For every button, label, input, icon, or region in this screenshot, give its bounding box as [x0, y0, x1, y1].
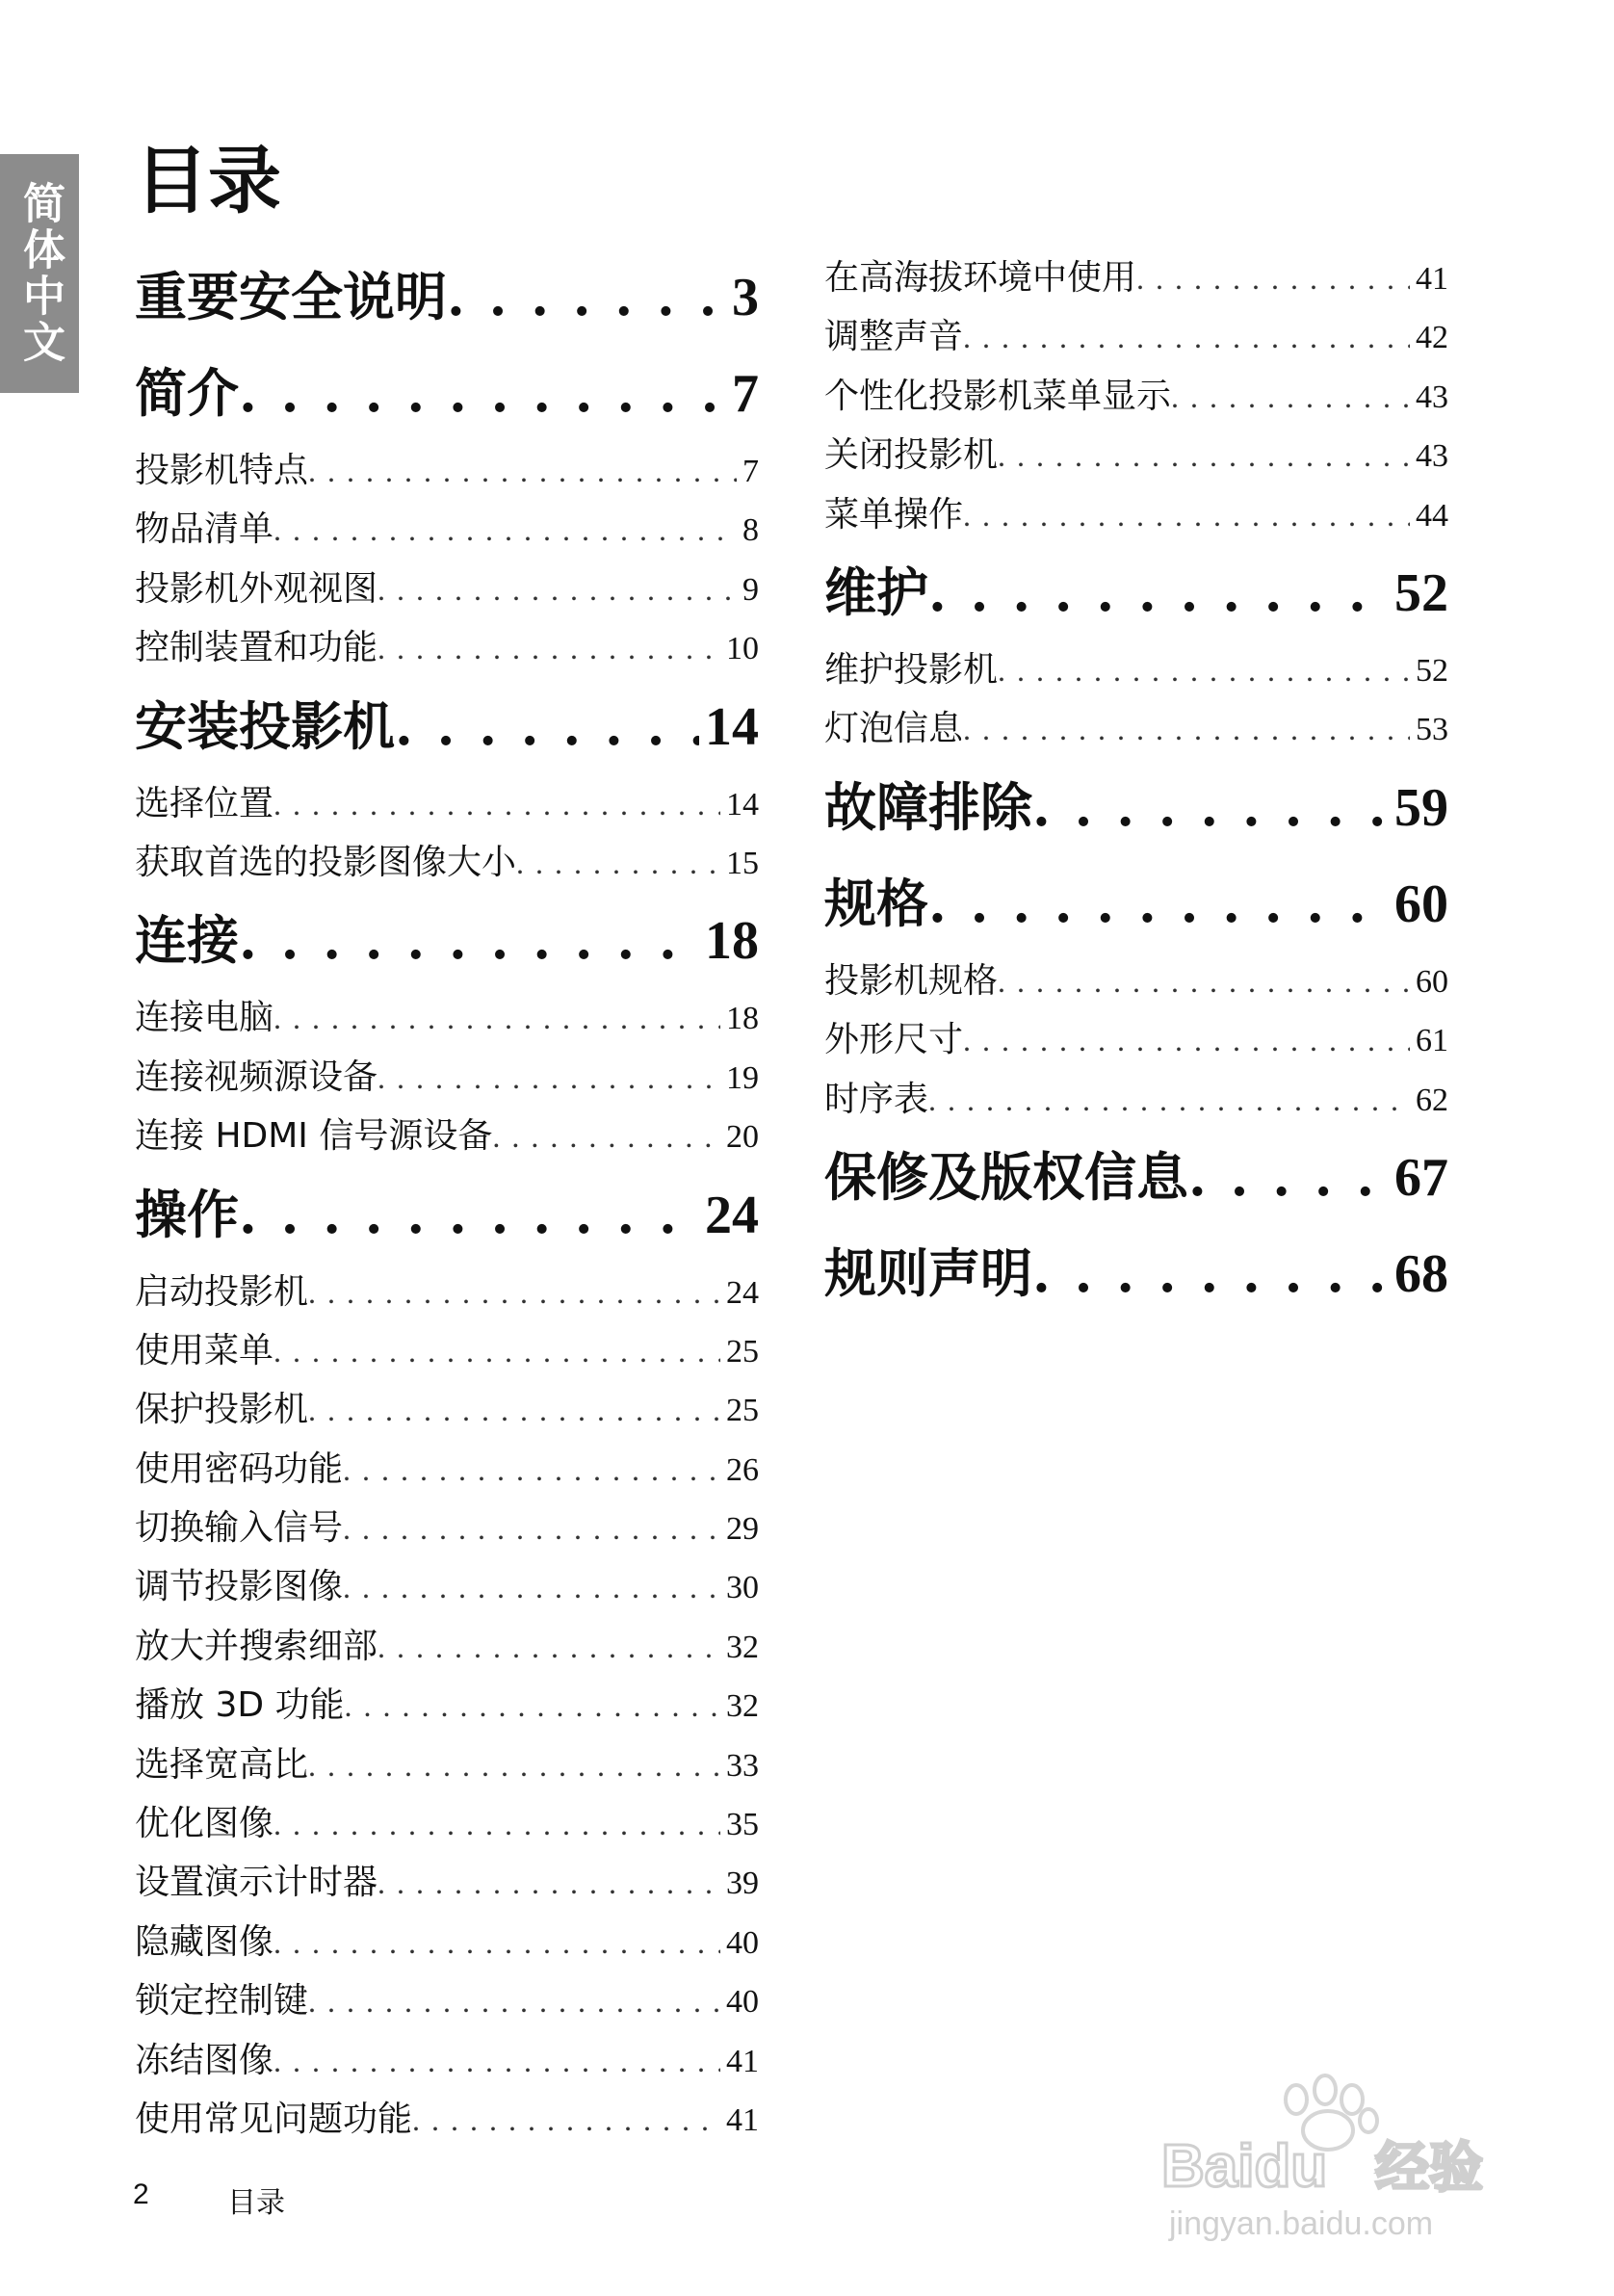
toc-leader-dots	[273, 775, 720, 833]
toc-entry-label: 灯泡信息	[824, 709, 964, 749]
toc-section-entry[interactable]	[135, 1853, 759, 1912]
toc-leader-dots	[343, 1500, 720, 1557]
toc-entry-label: 使用密码功能	[135, 1448, 344, 1489]
toc-entry-label: 启动投影机	[135, 1271, 309, 1312]
toc-leader-dots	[239, 1166, 699, 1263]
toc-entry-label: 保修及版权信息	[824, 1146, 1188, 1208]
toc-chapter-entry[interactable]	[135, 248, 759, 345]
toc-chapter-entry[interactable]	[824, 855, 1448, 952]
toc-section-entry[interactable]	[135, 2031, 759, 2090]
toc-entry-page: 42	[1416, 320, 1448, 356]
toc-leader-dots	[963, 1011, 1410, 1069]
toc-entry-page: 61	[1416, 1023, 1448, 1059]
toc-leader-dots	[308, 442, 737, 500]
toc-section-entry[interactable]	[135, 1557, 759, 1616]
toc-section-entry[interactable]	[824, 248, 1448, 307]
toc-entry-label: 冻结图像	[135, 2040, 274, 2080]
toc-entry-label: 选择宽高比	[135, 1744, 309, 1785]
toc-entry-page: 14	[726, 786, 759, 822]
toc-section-entry[interactable]	[135, 1107, 759, 1165]
toc-entry-label: 使用常见问题功能	[135, 2099, 413, 2139]
toc-section-entry[interactable]	[135, 1380, 759, 1439]
toc-entry-label: 规格	[824, 873, 928, 934]
toc-entry-label: 播放 3D 功能	[135, 1685, 345, 1726]
language-side-tab	[0, 154, 79, 393]
toc-chapter-entry[interactable]	[824, 1225, 1448, 1321]
toc-entry-label: 简介	[135, 363, 239, 424]
toc-entry-label: 保护投影机	[135, 1390, 309, 1430]
toc-entry-label: 隐藏图像	[135, 1921, 274, 1962]
toc-section-entry[interactable]	[135, 1321, 759, 1380]
toc-section-entry[interactable]	[135, 2090, 759, 2149]
watermark-brand: Baidu	[1161, 2133, 1328, 2200]
toc-leader-dots	[516, 834, 720, 892]
toc-section-entry[interactable]	[824, 640, 1448, 699]
toc-leader-dots	[308, 1736, 720, 1794]
footer-section-label: 目录	[227, 2186, 285, 2220]
toc-section-entry[interactable]	[824, 485, 1448, 544]
toc-chapter-entry[interactable]	[135, 892, 759, 988]
toc-leader-dots	[273, 989, 720, 1047]
toc-entry-page: 41	[1416, 261, 1448, 297]
toc-leader-dots	[928, 855, 1389, 952]
toc-entry-page: 24	[726, 1274, 759, 1311]
toc-section-entry[interactable]	[135, 1048, 759, 1107]
toc-entry-page: 26	[726, 1451, 759, 1488]
toc-entry-label: 维护	[824, 561, 928, 623]
toc-leader-dots	[345, 1677, 720, 1735]
toc-entry-page: 62	[1416, 1082, 1448, 1118]
toc-leader-dots	[377, 561, 737, 618]
toc-leader-dots	[377, 1049, 720, 1107]
toc-entry-label: 投影机外观视图	[135, 568, 378, 609]
toc-left-column	[135, 248, 759, 2149]
toc-section-entry[interactable]	[135, 1794, 759, 1853]
toc-leader-dots	[239, 345, 726, 441]
toc-entry-page: 18	[705, 911, 759, 972]
toc-section-entry[interactable]	[824, 426, 1448, 484]
toc-leader-dots	[377, 619, 720, 677]
toc-section-entry[interactable]	[135, 560, 759, 618]
toc-leader-dots	[377, 1618, 720, 1676]
toc-leader-dots	[447, 248, 726, 345]
baidu-jingyan-watermark	[1152, 2061, 1518, 2244]
toc-entry-page: 14	[705, 696, 759, 757]
toc-leader-dots	[963, 700, 1410, 758]
toc-leader-dots	[273, 1914, 720, 1971]
toc-leader-dots	[273, 501, 737, 559]
toc-entry-label: 控制装置和功能	[135, 628, 378, 668]
toc-leader-dots	[343, 1558, 720, 1616]
toc-entry-page: 53	[1416, 712, 1448, 748]
toc-section-entry[interactable]	[135, 833, 759, 892]
toc-entry-page: 40	[726, 1924, 759, 1961]
toc-entry-page: 8	[742, 512, 759, 549]
toc-section-entry[interactable]	[135, 441, 759, 500]
toc-entry-label: 在高海拔环境中使用	[824, 258, 1137, 298]
watermark-product: 经验	[1375, 2137, 1483, 2200]
toc-entry-page: 19	[726, 1059, 759, 1096]
toc-entry-page: 43	[1416, 438, 1448, 475]
toc-section-entry[interactable]	[135, 1971, 759, 2030]
toc-chapter-entry[interactable]	[135, 345, 759, 441]
toc-entry-page: 44	[1416, 497, 1448, 534]
toc-entry-label: 调整声音	[824, 317, 964, 357]
toc-section-entry[interactable]	[135, 1913, 759, 1971]
toc-leader-dots	[928, 1071, 1410, 1129]
toc-entry-page: 29	[726, 1511, 759, 1548]
toc-entry-label: 安装投影机	[135, 695, 395, 757]
watermark-url: jingyan.baidu.com	[1169, 2205, 1434, 2242]
toc-leader-dots	[998, 641, 1410, 699]
toc-entry-page: 3	[732, 268, 759, 327]
toc-entry-page: 52	[1416, 652, 1448, 689]
toc-section-entry[interactable]	[135, 1735, 759, 1794]
page-title: 目录	[135, 138, 281, 223]
toc-entry-label: 时序表	[824, 1079, 929, 1119]
toc-entry-page: 41	[726, 2101, 759, 2138]
toc-entry-label: 投影机特点	[135, 451, 309, 490]
toc-section-entry[interactable]	[824, 1010, 1448, 1069]
toc-chapter-entry[interactable]	[824, 759, 1448, 855]
toc-entry-page: 10	[726, 631, 759, 667]
toc-leader-dots	[1032, 759, 1389, 855]
toc-entry-page: 25	[726, 1333, 759, 1370]
toc-leader-dots	[239, 892, 699, 988]
toc-entry-label: 规则声明	[824, 1242, 1032, 1304]
toc-section-entry[interactable]	[135, 618, 759, 677]
toc-leader-dots	[412, 2091, 720, 2149]
toc-entry-page: 7	[732, 364, 759, 424]
toc-chapter-entry[interactable]	[824, 1129, 1448, 1225]
toc-right-column	[824, 248, 1448, 1321]
toc-entry-label: 优化图像	[135, 1804, 274, 1844]
toc-entry-page: 59	[1394, 777, 1448, 838]
toc-entry-label: 个性化投影机菜单显示	[824, 376, 1172, 416]
toc-chapter-entry[interactable]	[135, 1166, 759, 1263]
toc-entry-label: 物品清单	[135, 509, 274, 550]
toc-leader-dots	[1171, 368, 1410, 426]
toc-section-entry[interactable]	[135, 500, 759, 559]
toc-entry-label: 选择位置	[135, 783, 274, 823]
toc-section-entry[interactable]	[135, 1499, 759, 1557]
toc-section-entry[interactable]	[135, 1263, 759, 1321]
toc-leader-dots	[998, 952, 1410, 1010]
toc-leader-dots	[308, 1381, 720, 1439]
toc-section-entry[interactable]	[824, 1070, 1448, 1129]
toc-entry-label: 使用菜单	[135, 1330, 274, 1370]
toc-section-entry[interactable]	[135, 1617, 759, 1676]
toc-entry-label: 连接视频源设备	[135, 1057, 378, 1097]
toc-entry-page: 15	[726, 845, 759, 881]
toc-section-entry[interactable]	[135, 774, 759, 833]
toc-entry-label: 连接电脑	[135, 998, 274, 1038]
toc-leader-dots	[492, 1108, 720, 1165]
footer-page-number: 2	[133, 2179, 149, 2210]
toc-leader-dots	[308, 1972, 720, 2030]
toc-chapter-entry[interactable]	[135, 678, 759, 774]
toc-section-entry[interactable]	[824, 952, 1448, 1010]
toc-leader-dots	[308, 1264, 720, 1321]
toc-entry-label: 关闭投影机	[824, 435, 999, 476]
toc-entry-label: 操作	[135, 1184, 239, 1245]
toc-entry-label: 外形尺寸	[824, 1020, 964, 1060]
toc-leader-dots	[377, 1854, 720, 1912]
toc-entry-label: 获取首选的投影图像大小	[135, 842, 517, 882]
toc-leader-dots	[273, 1322, 720, 1380]
toc-entry-page: 40	[726, 1984, 759, 2021]
toc-entry-label: 维护投影机	[824, 649, 999, 690]
toc-entry-label: 菜单操作	[824, 494, 964, 535]
toc-entry-page: 43	[1416, 378, 1448, 415]
toc-entry-label: 切换输入信号	[135, 1508, 344, 1549]
toc-section-entry[interactable]	[135, 988, 759, 1047]
toc-entry-page: 32	[726, 1688, 759, 1725]
toc-leader-dots	[963, 486, 1410, 544]
toc-entry-page: 25	[726, 1393, 759, 1429]
toc-entry-page: 41	[726, 2043, 759, 2079]
toc-entry-page: 67	[1394, 1147, 1448, 1208]
toc-section-entry[interactable]	[824, 699, 1448, 758]
toc-entry-page: 30	[726, 1570, 759, 1606]
toc-entry-page: 60	[1416, 963, 1448, 1000]
toc-entry-page: 18	[726, 1001, 759, 1037]
toc-entry-page: 52	[1394, 562, 1448, 623]
toc-entry-page: 9	[742, 571, 759, 608]
toc-leader-dots	[343, 1441, 720, 1499]
toc-entry-page: 24	[705, 1185, 759, 1245]
toc-entry-page: 32	[726, 1629, 759, 1665]
toc-leader-dots	[273, 1795, 720, 1853]
toc-leader-dots	[1032, 1225, 1389, 1321]
toc-leader-dots	[395, 678, 699, 774]
toc-entry-page: 39	[726, 1866, 759, 1902]
toc-leader-dots	[1136, 249, 1410, 307]
toc-entry-label: 故障排除	[824, 776, 1032, 838]
toc-leader-dots	[273, 2032, 720, 2090]
toc-leader-dots	[1188, 1129, 1389, 1225]
toc-leader-dots	[928, 544, 1389, 640]
toc-entry-page: 20	[726, 1119, 759, 1156]
toc-entry-label: 锁定控制键	[135, 1981, 309, 2022]
toc-entry-label: 设置演示计时器	[135, 1863, 378, 1903]
toc-entry-page: 60	[1394, 874, 1448, 934]
toc-leader-dots	[963, 308, 1410, 366]
side-tab-label: 简体中文	[15, 181, 65, 366]
toc-section-entry[interactable]	[135, 1676, 759, 1735]
toc-entry-label: 重要安全说明	[135, 267, 447, 327]
toc-entry-page: 68	[1394, 1243, 1448, 1304]
toc-section-entry[interactable]	[824, 307, 1448, 366]
toc-entry-label: 连接	[135, 910, 239, 972]
toc-section-entry[interactable]	[824, 367, 1448, 426]
toc-entry-label: 调节投影图像	[135, 1567, 344, 1607]
toc-leader-dots	[998, 427, 1410, 484]
toc-entry-page: 35	[726, 1807, 759, 1843]
toc-entry-label: 放大并搜索细部	[135, 1626, 378, 1666]
toc-entry-page: 7	[742, 454, 759, 489]
toc-entry-label: 投影机规格	[824, 960, 999, 1001]
toc-entry-page: 33	[726, 1747, 759, 1784]
toc-chapter-entry[interactable]	[824, 544, 1448, 640]
toc-section-entry[interactable]	[135, 1440, 759, 1499]
toc-entry-label: 连接 HDMI 信号源设备	[135, 1116, 493, 1157]
